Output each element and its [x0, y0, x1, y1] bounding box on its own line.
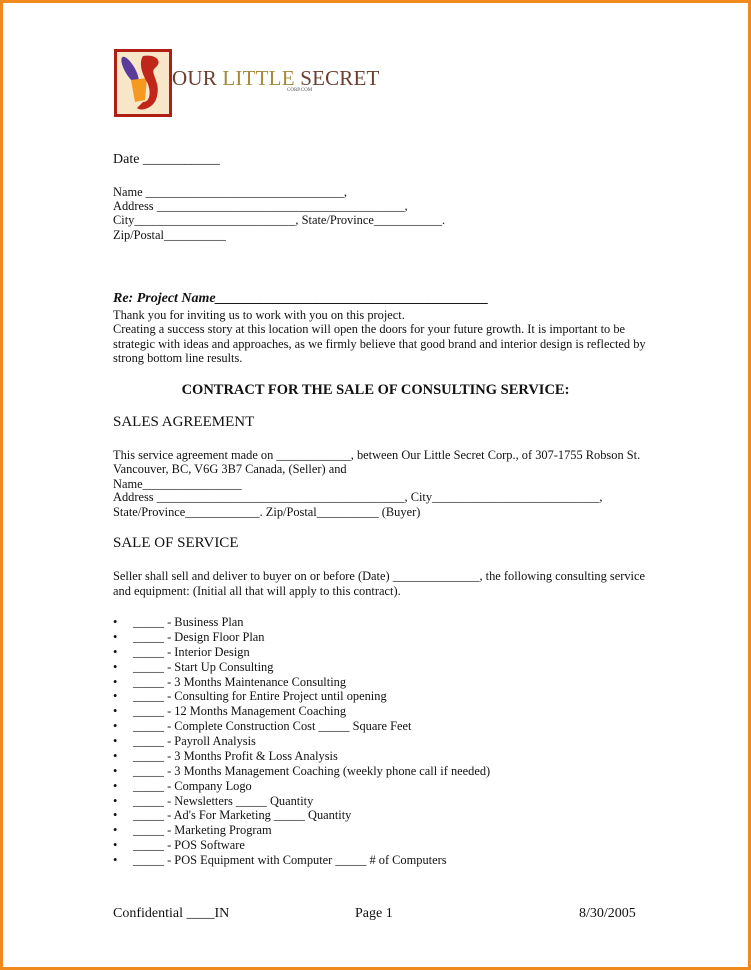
- checklist-item-label: _____ - Newsletters _____ Quantity: [133, 793, 314, 808]
- checklist-item-label: _____ - 12 Months Management Coaching: [133, 704, 347, 719]
- bullet-icon: •: [113, 763, 118, 778]
- bullet-icon: •: [113, 644, 118, 659]
- checklist-item-label: _____ - Complete Construction Cost _____ Square Feet: [133, 719, 412, 734]
- footer-confidential: Confidential ____IN: [113, 906, 230, 921]
- checklist-item-label: _____ - Start Up Consulting: [133, 659, 274, 674]
- agreement-line: This service agreement made on ____________, between Our Little Secret Corp., of 307-1755 Robson St.: [113, 448, 641, 462]
- logo-subtext: CORP.COM: [287, 88, 313, 93]
- service-checklist: [113, 615, 490, 868]
- checklist-item: [113, 615, 490, 630]
- bullet-icon: •: [113, 629, 118, 644]
- project-name-line: Re: Project Name_______________________________________: [113, 291, 489, 306]
- agreement-line: Name________________: [113, 477, 242, 491]
- name-field: Name ________________________________,: [113, 185, 348, 199]
- agreement-line: State/Province____________. Zip/Postal__________ (Buyer): [113, 505, 421, 519]
- checklist-item: [113, 704, 490, 719]
- checklist-item-label: _____ - Company Logo: [133, 778, 252, 793]
- checklist-item: [113, 853, 490, 868]
- agreement-line: Vancouver, BC, V6G 3B7 Canada, (Seller) and: [113, 462, 347, 476]
- date-field: Date ___________: [113, 152, 220, 167]
- checklist-item-label: _____ - Consulting for Entire Project until opening: [133, 689, 387, 704]
- bullet-icon: •: [113, 808, 118, 823]
- checklist-item: [113, 675, 490, 690]
- checklist-item-label: _____ - POS Software: [133, 838, 245, 853]
- bullet-icon: •: [113, 674, 118, 689]
- bullet-icon: •: [113, 823, 118, 838]
- bullet-icon: •: [113, 853, 118, 867]
- bullet-icon: •: [113, 615, 118, 629]
- sales-agreement-heading: SALES AGREEMENT: [113, 414, 255, 430]
- address-field: Address ________________________________________,: [113, 199, 408, 213]
- checklist-item: [113, 749, 490, 764]
- checklist-item-label: _____ - Business Plan: [133, 615, 244, 629]
- checklist-item-label: _____ - Ad's For Marketing _____ Quantity: [133, 808, 352, 823]
- checklist-item: [113, 645, 490, 660]
- checklist-item: [113, 660, 490, 675]
- intro-line: Thank you for inviting us to work with you on this project.: [113, 308, 405, 322]
- checklist-item: [113, 689, 490, 704]
- footer-date: 8/30/2005: [579, 906, 636, 921]
- bullet-icon: •: [113, 704, 118, 719]
- bullet-icon: •: [113, 793, 118, 808]
- bullet-icon: •: [113, 838, 118, 853]
- bullet-icon: •: [113, 719, 118, 734]
- checklist-item: [113, 630, 490, 645]
- bullet-icon: •: [113, 734, 118, 748]
- checklist-item-label: _____ - Payroll Analysis: [133, 734, 256, 748]
- checklist-item-label: _____ - Marketing Program: [133, 823, 272, 838]
- checklist-item-label: _____ - 3 Months Profit & Loss Analysis: [133, 748, 338, 763]
- checklist-item: [113, 823, 490, 838]
- service-line: Seller shall sell and deliver to buyer on or before (Date) ______________, the following consulting service: [113, 569, 645, 583]
- city-field: City__________________________, State/Province___________.: [113, 213, 446, 227]
- footer-page-number: Page 1: [355, 906, 393, 921]
- checklist-item-label: _____ - 3 Months Maintenance Consulting: [133, 674, 347, 689]
- bullet-icon: •: [113, 778, 118, 793]
- zip-field: Zip/Postal__________: [113, 228, 226, 242]
- checklist-item: [113, 719, 490, 734]
- intro-line: Creating a success story at this location will open the doors for your future growth. It is important to be: [113, 322, 626, 336]
- bullet-icon: •: [113, 748, 118, 763]
- bullet-icon: •: [113, 659, 118, 674]
- sale-of-service-heading: SALE OF SERVICE: [113, 535, 239, 551]
- checklist-item: [113, 794, 490, 809]
- checklist-item-label: _____ - 3 Months Management Coaching (weekly phone call if needed): [133, 763, 491, 778]
- checklist-item-label: _____ - POS Equipment with Computer _____ # of Computers: [133, 853, 447, 867]
- checklist-item: [113, 764, 490, 779]
- checklist-item-label: _____ - Design Floor Plan: [133, 629, 265, 644]
- company-logo: [114, 49, 172, 117]
- bullet-icon: •: [113, 689, 118, 704]
- checklist-item-label: _____ - Interior Design: [133, 644, 250, 659]
- intro-line: strategic with ideas and approaches, as we firmly believe that good brand and interior design is reflected by: [113, 337, 646, 351]
- agreement-line: Address ________________________________________, City___________________________,: [113, 490, 603, 504]
- service-line: and equipment: (Initial all that will apply to this contract).: [113, 584, 401, 598]
- checklist-item: [113, 779, 490, 794]
- checklist-item: [113, 838, 490, 853]
- intro-line: strong bottom line results.: [113, 351, 243, 365]
- checklist-item: [113, 734, 490, 749]
- checklist-item: [113, 808, 490, 823]
- contract-title: CONTRACT FOR THE SALE OF CONSULTING SERVICE:: [181, 382, 570, 398]
- logo-wordmark: OUR LITTLE SECRET: [172, 66, 380, 90]
